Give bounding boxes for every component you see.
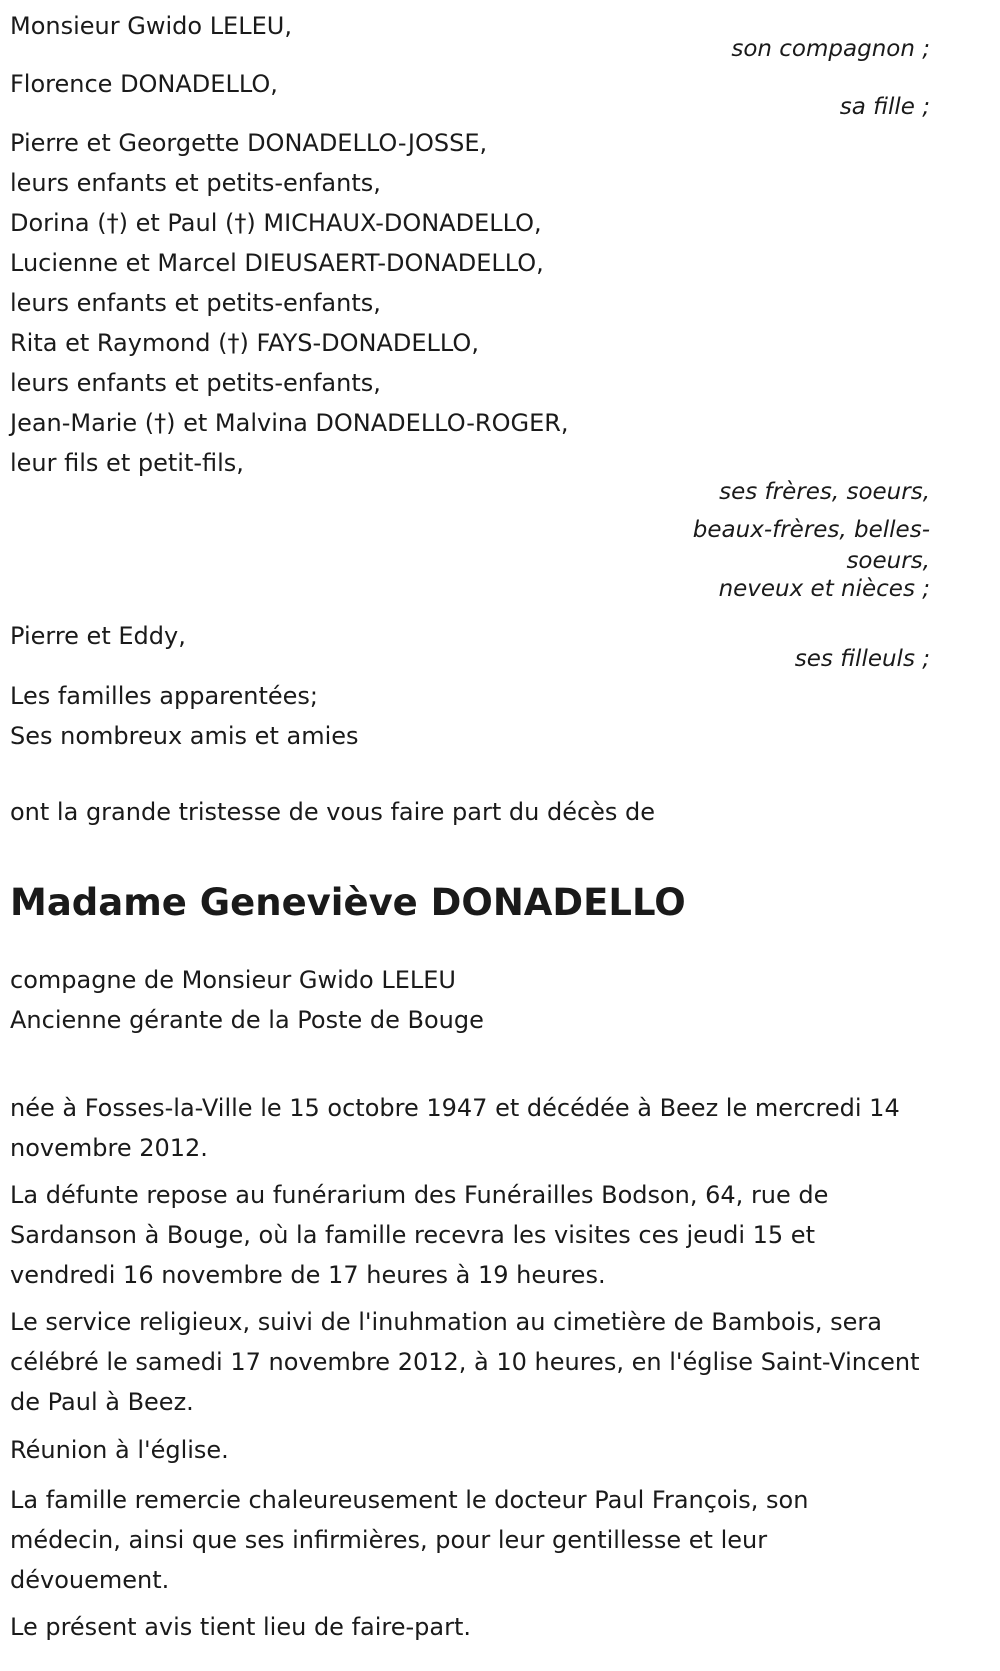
paragraph-line: née à Fosses-la-Ville le 15 octobre 1947 et décédée à Beez le mercredi 14 [10, 1094, 900, 1122]
siblings-role-line: beaux-frères, belles- [692, 517, 930, 543]
deceased-line-2: Ancienne gérante de la Poste de Bouge [10, 1006, 484, 1034]
paragraph-line: novembre 2012. [10, 1134, 208, 1162]
daughter-name-text: Florence DONADELLO, [10, 70, 278, 98]
paragraph-line: La défunte repose au funérarium des Funérailles Bodson, 64, rue de [10, 1181, 829, 1209]
godchildren-role [795, 640, 930, 678]
relatives-text: Les familles apparentées; [10, 682, 319, 710]
daughter-role-text: sa fille ; [839, 94, 930, 120]
paragraph-line: Le service religieux, suivi de l'inuhmation au cimetière de Bambois, sera [10, 1308, 882, 1336]
announcement-text: ont la grande tristesse de vous faire part du décès de [10, 798, 656, 826]
rest-paragraph [10, 1175, 930, 1295]
siblings-role [693, 473, 930, 549]
godchildren-name-text: Pierre et Eddy, [10, 622, 186, 650]
sibling-line: Lucienne et Marcel DIEUSAERT-DONADELLO, [10, 249, 544, 277]
siblings-role-line: neveux et nièces ; [718, 576, 930, 602]
paragraph-line: de Paul à Beez. [10, 1388, 194, 1416]
sibling-line: leurs enfants et petits-enfants, [10, 369, 381, 397]
siblings-role-continued [719, 547, 930, 603]
godchildren-name [10, 616, 930, 656]
sibling-line: Jean-Marie (†) et Malvina DONADELLO-ROGER, [10, 409, 569, 437]
paragraph-line: célébré le samedi 17 novembre 2012, à 10 heures, en l'église Saint-Vincent [10, 1348, 920, 1376]
service-paragraph [10, 1302, 930, 1422]
companion-role [731, 30, 930, 68]
daughter-name [10, 64, 930, 104]
sibling-line: Pierre et Georgette DONADELLO-JOSSE, [10, 129, 488, 157]
paragraph-line: vendredi 16 novembre de 17 heures à 19 heures. [10, 1261, 606, 1289]
siblings-role-line: ses frères, soeurs, [719, 479, 930, 505]
announcement [10, 792, 930, 832]
daughter-role [840, 88, 930, 126]
sibling-line: Rita et Raymond (†) FAYS-DONADELLO, [10, 329, 479, 357]
thanks-paragraph [10, 1480, 930, 1600]
sibling-line: leurs enfants et petits-enfants, [10, 169, 381, 197]
sibling-line: Dorina (†) et Paul (†) MICHAUX-DONADELLO, [10, 209, 542, 237]
relatives-friends [10, 676, 930, 756]
meeting-paragraph [10, 1430, 930, 1470]
sibling-line: leurs enfants et petits-enfants, [10, 289, 381, 317]
siblings-role-line: soeurs, [846, 548, 930, 574]
deceased-details [10, 960, 930, 1040]
siblings-list [10, 123, 930, 483]
companion-name-text: Monsieur Gwido LELEU, [10, 12, 292, 40]
paragraph-line: Sardanson à Bouge, où la famille recevra les visites ces jeudi 15 et [10, 1221, 815, 1249]
notice-paragraph [10, 1607, 930, 1647]
deceased-line-1: compagne de Monsieur Gwido LELEU [10, 966, 456, 994]
deceased-name: Madame Geneviève DONADELLO [10, 881, 686, 924]
paragraph-line: Le présent avis tient lieu de faire-part. [10, 1613, 472, 1641]
paragraph-line: La famille remercie chaleureusement le docteur Paul François, son [10, 1486, 809, 1514]
friends-text: Ses nombreux amis et amies [10, 722, 359, 750]
sibling-line: leur fils et petit-fils, [10, 449, 244, 477]
paragraph-line: Réunion à l'église. [10, 1436, 229, 1464]
paragraph-line: médecin, ainsi que ses infirmières, pour leur gentillesse et leur [10, 1526, 768, 1554]
paragraph-line: dévouement. [10, 1566, 170, 1594]
companion-role-text: son compagnon ; [731, 36, 930, 62]
birth-death-paragraph [10, 1088, 930, 1168]
godchildren-role-text: ses filleuls ; [794, 646, 930, 672]
